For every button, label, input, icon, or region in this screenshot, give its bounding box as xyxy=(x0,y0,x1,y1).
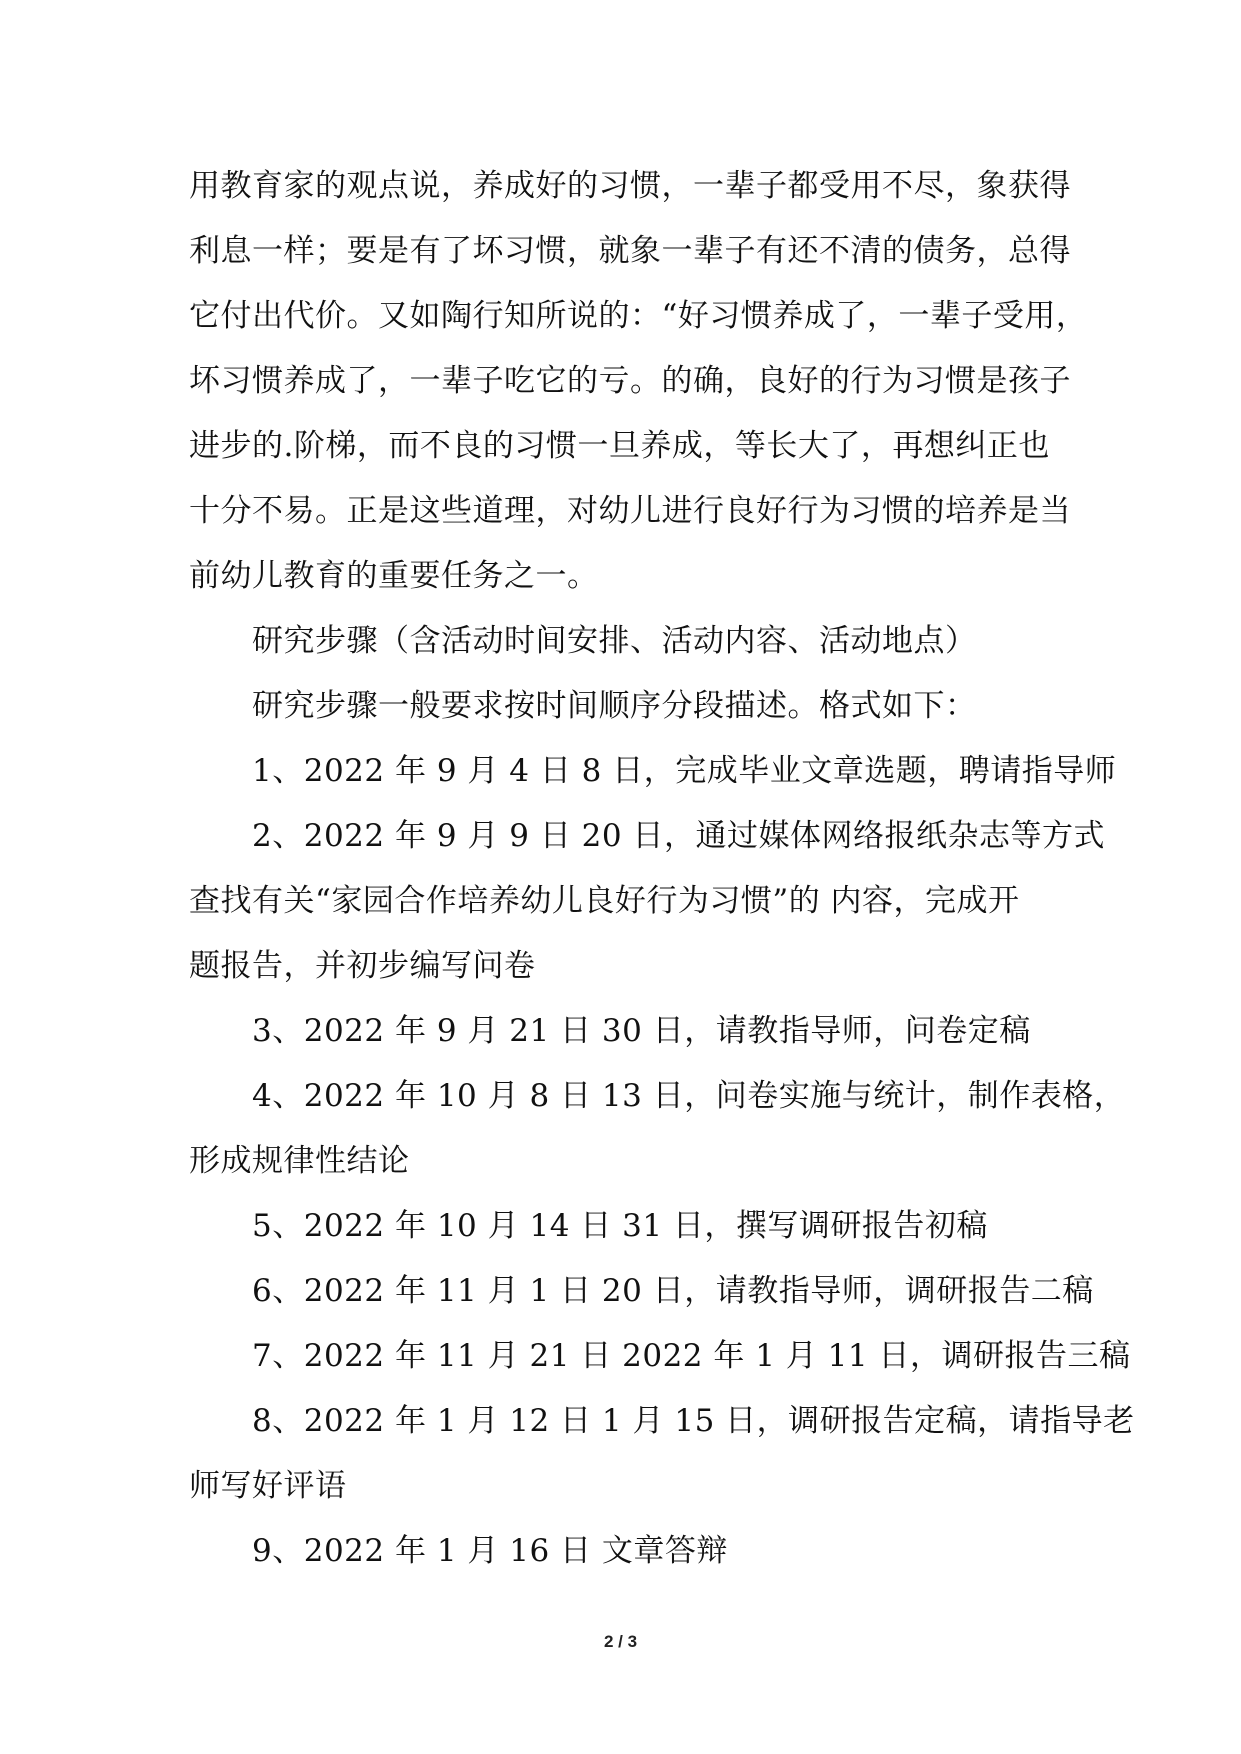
list-item-continuation: 形成规律性结论 xyxy=(189,1143,410,1179)
list-item: 7、2022 年 11 月 21 日 2022 年 1 月 11 日，调研报告三稿 xyxy=(252,1338,1131,1374)
list-item: 3、2022 年 9 月 21 日 30 日，请教指导师，问卷定稿 xyxy=(252,1013,1031,1049)
page-number: 2 / 3 xyxy=(603,1632,638,1651)
list-item: 4、2022 年 10 月 8 日 13 日，问卷实施与统计，制作表格， xyxy=(252,1078,1126,1114)
list-item: 8、2022 年 1 月 12 日 1 月 15 日，调研报告定稿，请指导老 xyxy=(252,1403,1135,1439)
paragraph-line: 进步的.阶梯，而不良的习惯一旦养成，等长大了，再想纠正也 xyxy=(189,428,1050,464)
paragraph-line: 利息一样；要是有了坏习惯，就象一辈子有还不清的债务，总得 xyxy=(189,233,1071,269)
list-item-continuation: 查找有关“家园合作培养幼儿良好行为习惯”的 内容，完成开 xyxy=(189,883,1020,919)
list-item: 9、2022 年 1 月 16 日 文章答辩 xyxy=(252,1533,728,1569)
section-heading: 研究步骤（含活动时间安排、活动内容、活动地点） xyxy=(252,623,977,659)
paragraph-line: 它付出代价。又如陶行知所说的：“好习惯养成了，一辈子受用， xyxy=(189,298,1088,334)
paragraph-line: 研究步骤一般要求按时间顺序分段描述。格式如下： xyxy=(252,688,977,724)
paragraph-line: 前幼儿教育的重要任务之一。 xyxy=(189,558,599,594)
paragraph-line: 十分不易。正是这些道理，对幼儿进行良好行为习惯的培养是当 xyxy=(189,493,1071,529)
paragraph-line: 用教育家的观点说，养成好的习惯，一辈子都受用不尽，象获得 xyxy=(189,168,1071,204)
list-item-continuation: 师写好评语 xyxy=(189,1468,347,1504)
list-item: 6、2022 年 11 月 1 日 20 日，请教指导师，调研报告二稿 xyxy=(252,1273,1094,1309)
paragraph-line: 坏习惯养成了，一辈子吃它的亏。的确，良好的行为习惯是孩子 xyxy=(189,363,1071,399)
list-item: 5、2022 年 10 月 14 日 31 日，撰写调研报告初稿 xyxy=(252,1208,988,1244)
list-item-continuation: 题报告，并初步编写问卷 xyxy=(189,948,536,984)
list-item: 2、2022 年 9 月 9 日 20 日，通过媒体网络报纸杂志等方式 xyxy=(252,818,1105,854)
list-item: 1、2022 年 9 月 4 日 8 日，完成毕业文章选题，聘请指导师 xyxy=(252,753,1117,789)
